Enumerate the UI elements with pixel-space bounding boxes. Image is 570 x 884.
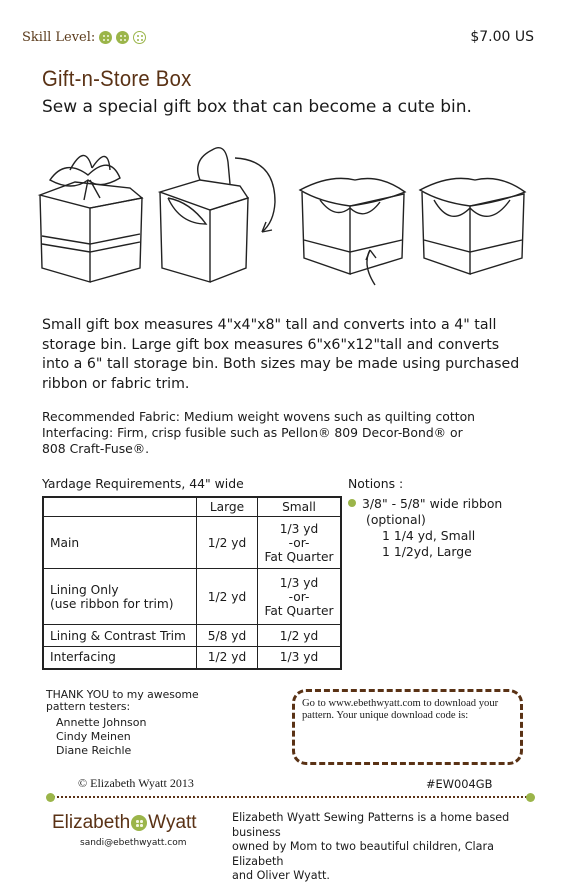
thanks-note: THANK YOU to my awesome pattern testers:: [46, 688, 199, 713]
price: $7.00 US: [470, 29, 534, 45]
gift-box-opening-icon: [160, 148, 275, 282]
divider-dot-icon: [46, 793, 55, 802]
about-text: Elizabeth Wyatt Sewing Patterns is a home based business owned by Mom to two beautiful children, Clara Elizabeth and Oliver Wyatt.: [232, 811, 510, 882]
table-row: Lining Only (use ribbon for trim) 1/2 yd 1/3 yd -or- Fat Quarter: [43, 569, 341, 625]
footer-divider: [50, 796, 530, 800]
skill-level-label: Skill Level:: [22, 30, 96, 45]
gift-box-with-bow-icon: [40, 155, 142, 282]
storage-bin-folding-icon: [300, 178, 405, 285]
notions-title: Notions :: [348, 476, 404, 491]
header-large: Large: [197, 497, 258, 517]
description: Small gift box measures 4"x4"x8" tall and converts into a 4" tall storage bin. Large gift box measures 6"x6"x12"tall and converts into a 6" tall storage bin. Both sizes may be made using purchased ribbon or fabric trim.: [42, 317, 520, 392]
header-small: Small: [258, 497, 342, 517]
skill-level: [22, 30, 146, 45]
yardage-title: Yardage Requirements, 44" wide: [42, 476, 244, 491]
brand-logo: Elizabeth Wyatt: [52, 812, 197, 833]
page-subtitle: Sew a special gift box that can become a cute bin.: [42, 97, 472, 117]
button-logo-icon: [131, 815, 147, 831]
table-header-row: [43, 497, 341, 517]
notions-list: 3/8" - 5/8" wide ribbon (optional) 1 1/4 yd, Small 1 1/2yd, Large: [348, 496, 502, 560]
button-filled-icon: [99, 31, 112, 44]
list-item: Diane Reichle: [56, 744, 132, 757]
divider-dot-icon: [526, 793, 535, 802]
table-row: Interfacing 1/2 yd 1/3 yd: [43, 647, 341, 669]
bullet-icon: [348, 499, 356, 507]
contact-email[interactable]: sandi@ebethwyatt.com: [80, 838, 187, 848]
list-item: Cindy Meinen: [56, 730, 131, 743]
fabric-recommendation: Recommended Fabric: Medium weight wovens such as quilting cotton Interfacing: Firm, crisp fusible such as Pellon® 809 Decor-Bond® or 808 Craft-Fuse®.: [42, 409, 476, 456]
copyright: © Elizabeth Wyatt 2013: [78, 776, 194, 790]
button-filled-icon: [116, 31, 129, 44]
download-instructions: Go to www.ebethwyatt.com to download your pattern. Your unique download code is:: [302, 698, 499, 721]
page-title: Gift-n-Store Box: [42, 66, 192, 91]
yardage-table: [42, 496, 342, 670]
table-row: Lining & Contrast Trim 5/8 yd 1/2 yd: [43, 625, 341, 647]
storage-bin-icon: [420, 178, 525, 274]
list-item: Annette Johnson: [56, 716, 147, 729]
box-illustration: [30, 140, 540, 290]
table-row: Main 1/2 yd 1/3 yd -or- Fat Quarter: [43, 517, 341, 569]
pattern-code: #EW004GB: [426, 777, 493, 791]
copyright-icon: ©: [78, 776, 88, 790]
tester-list: [56, 716, 146, 758]
button-empty-icon: [133, 31, 146, 44]
